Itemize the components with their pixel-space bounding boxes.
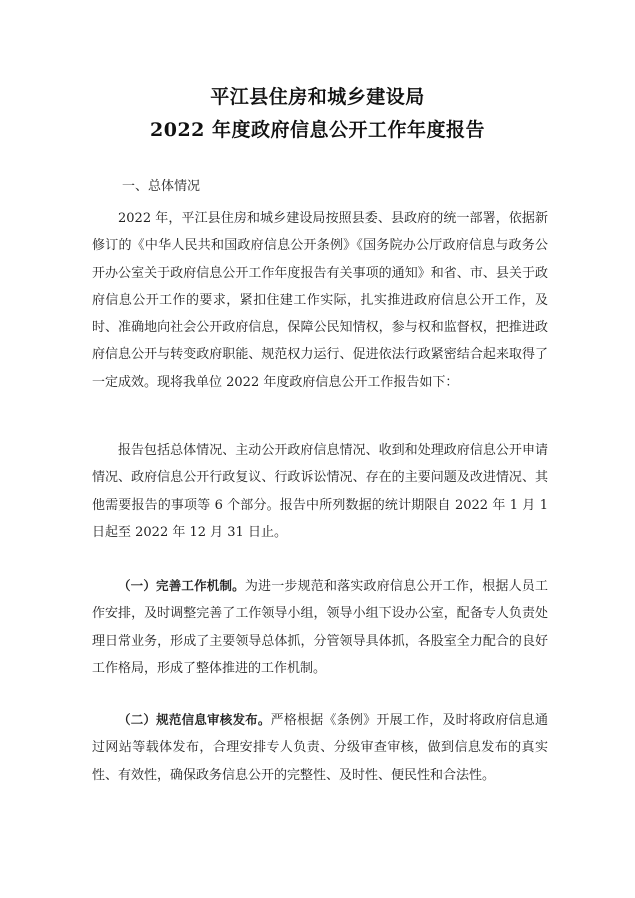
report-title-line-1: 平江县住房和城乡建设局 [210,86,425,108]
item-2-text: 严格根据《条例》开展工作，及时将政府信息通过网站等载体发布，合理安排专人负责、分级审查审核，做到信息发布的真实性、有效性，确保政务信息公开的完整性、及时性、便民性和合法性。 [92,713,548,783]
paragraph-intro: 2022 年，平江县住房和城乡建设局按照县委、县政府的统一部署，依据新修订的《中华人民共和国政府信息公开条例》《国务院办公厅政府信息与政务公开办公室关于政府信息公开工作年度报告有关事项的通知》和省、市、县关于政府信息公开工作的要求，紧扣住建工作实际，扎实推进政府信息公开工作，及时、准确地向社会公开政府信息，保障公民知情权，参与权和监督权，把推进政府信息公开与转变政府职能、规范权力运行、促进依法行政紧密结合起来取得了一定成效。现将我单位 2022 年度政府信息公开工作报告如下： [92,211,548,390]
paragraph-item-2 [92,706,548,789]
item-2-lead: （二）规范信息审核发布。 [118,712,271,727]
paragraph-item-1 [92,572,548,682]
section-heading-overview: 一、总体情况 [122,179,201,194]
paragraph-scope: 报告包括总体情况、主动公开政府信息情况、收到和处理政府信息公开申请情况、政府信息公开行政复议、行政诉讼情况、存在的主要问题及改进情况、其他需要报告的事项等 6 个部分。报告中所列数据的统计期限自 2022 年 1 月 1 日起至 2022 年 12 月 31 日止。 [92,443,548,540]
report-title-line-2: 2022 年度政府信息公开工作年度报告 [150,119,485,141]
item-1-text: 为进一步规范和落实政府信息公开工作，根据人员工作安排，及时调整完善了工作领导小组，领导小组下设办公室，配备专人负责处理日常业务，形成了主要领导总体抓，分管领导具体抓，各股室全力配合的良好工作格局，形成了整体推进的工作机制。 [92,579,548,676]
item-1-lead: （一）完善工作机制。 [118,578,245,593]
